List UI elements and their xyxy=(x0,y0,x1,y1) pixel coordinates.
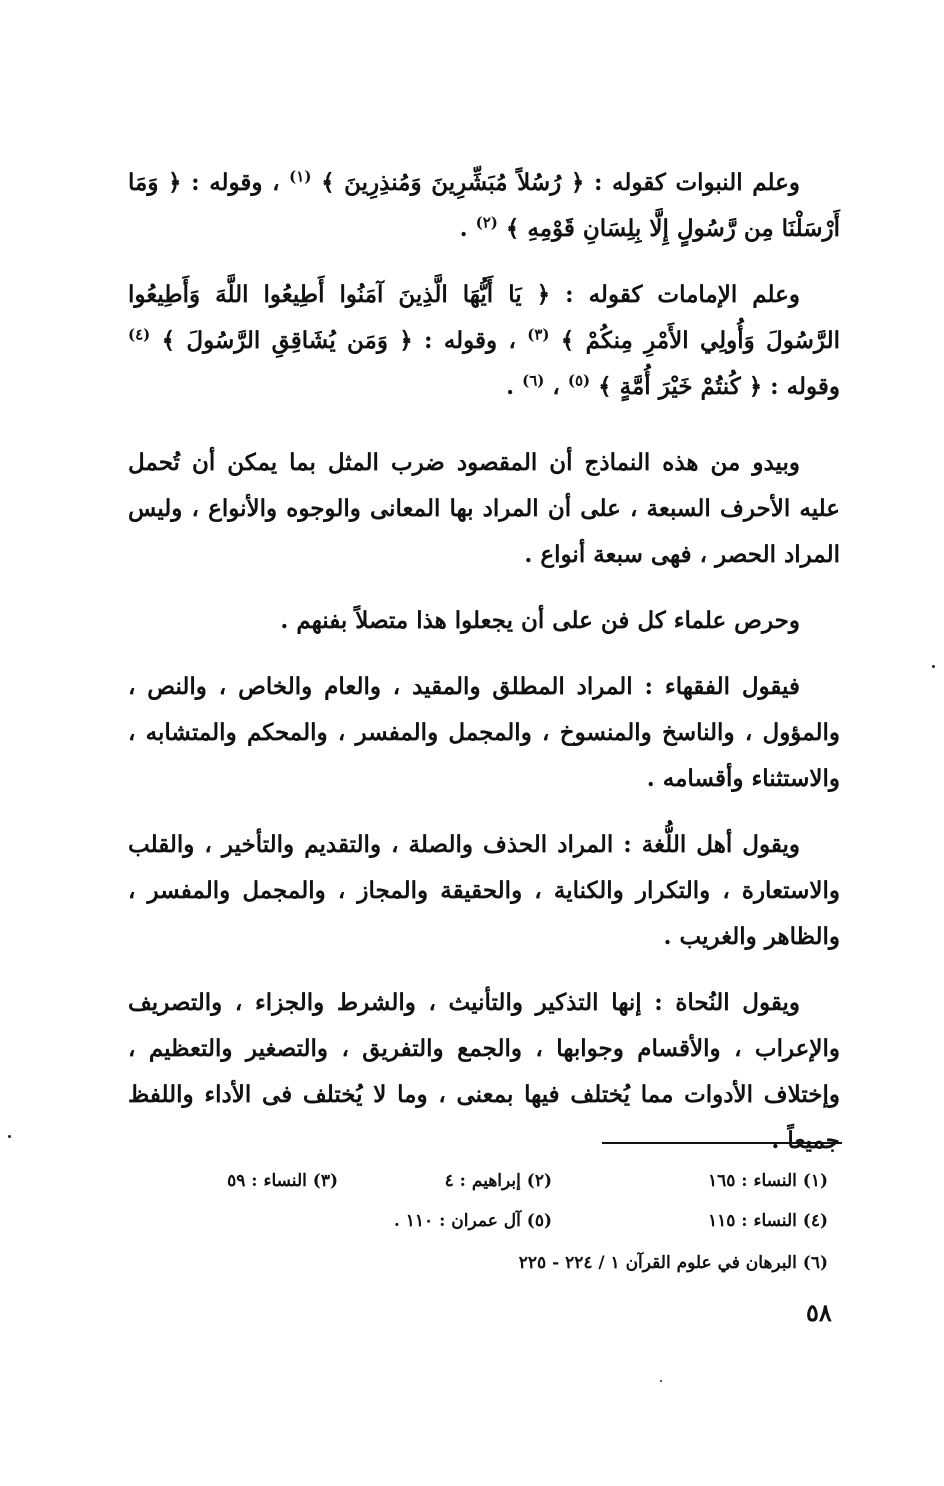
paragraph-grammarians: ويقول النُحاة : إنها التذكير والتأنيث ، والشرط والجزاء ، والتصريف والإعراب ، والأقسام وجوابها ، والجمع والتفريق ، والتصغير والتعظيم ، وإختلاف الأدوات مما يُختلف فيها بمعنى ، وما لا يُختلف فى الأداء واللفظ جميعاً . xyxy=(128,989,840,1154)
page-number: ٥٨ xyxy=(806,1298,832,1327)
paragraph-scholars: وحرص علماء كل فن على أن يجعلوا هذا متصلاً بفنهم . xyxy=(280,607,800,634)
footnote-ref-1: (١) xyxy=(289,167,312,186)
paragraph-jurists: فيقول الفقهاء : المراد المطلق والمقيد ، والعام والخاص ، والنص ، والمؤول ، والناسخ والمنسوخ ، والمجمل والمفسر ، والمحكم والمتشابه ، والاستثناء وأقسامه . xyxy=(128,673,840,792)
footnote-row xyxy=(128,1208,828,1234)
paragraph-models: وبيدو من هذه النماذج أن المقصود ضرب المثل بما يمكن أن تُحمل عليه الأحرف السبعة ، على أن المراد بها المعانى والوجوه والأنواع ، وليس المراد الحصر ، فهى سبعة أنواع . xyxy=(128,449,840,568)
paragraph-text: ، وقوله : ﴿ وَمَن يُشَاقِقِ الرَّسُولَ ﴾ xyxy=(161,327,516,354)
footnote-ref-2: (٢) xyxy=(475,213,498,232)
paragraph-text: وقوله : ﴿ كُنتُمْ خَيْرَ أُمَّةٍ ﴾ xyxy=(598,373,840,400)
footnote-ref-6: (٦) xyxy=(522,371,545,390)
scan-speck xyxy=(660,1380,662,1382)
footnote-4: (٤) النساء : ١١٥ xyxy=(707,1211,828,1231)
footnote-row xyxy=(128,1168,828,1194)
paragraph-linguists: ويقول أهل اللُّغة : المراد الحذف والصلة ، والتقديم والتأخير ، والقلب والاستعارة ، والتكرار والكناية ، والحقيقة والمجاز ، والمجمل والمفسر ، والظاهر والغريب . xyxy=(128,831,840,950)
scan-speck xyxy=(8,1135,11,1138)
paragraph-text: وعلم الإمامات كقوله : ﴿ يَا أَيُّهَا الَّذِينَ آمَنُوا أَطِيعُوا اللَّهَ وَأَطِيعُوا الرَّسُولَ وَأُولِي الأَمْرِ مِنكُمْ ﴾ xyxy=(128,281,841,354)
paragraph-prophecy: وعلم النبوات كقوله : ﴿ رُسُلاً مُبَشِّرِينَ وَمُنذِرِينَ ﴾ $^{(١)}$ ، وقوله : ﴿ وَمَا أَرْسَلْنَا مِن رَّسُولٍ إِلَّا بِلِسَانِ قَوْمِهِ ﴾ $^{(٢)}$ . xyxy=(128,167,840,242)
footnote-3: (٣) النساء : ٥٩ xyxy=(227,1171,338,1191)
footnote-1: (١) النساء : ١٦٥ xyxy=(707,1171,828,1191)
footnote-ref-5: (٥) xyxy=(567,371,591,390)
paragraph-imamate: وعلم الإمامات كقوله : ﴿ يَا أَيُّهَا الَّذِينَ آمَنُوا أَطِيعُوا اللَّهَ وَأَطِيعُوا الرَّسُولَ وَأُولِي الأَمْرِ مِنكُمْ ﴾ $^{(٣)}$ ، وقوله : ﴿ وَمَن يُشَاقِقِ الرَّسُولَ ﴾ $^{(٤)}$ وقوله : ﴿ كُنتُمْ خَيْرَ أُمَّةٍ ﴾ $^{(٥)}$ ، $^{(٦)}$ . xyxy=(128,281,841,400)
paragraph-text: ، وقوله : ﴿ وَمَا أَرْسَلْنَا مِن رَّسُولٍ إِلَّا بِلِسَانِ قَوْمِهِ ﴾ xyxy=(128,169,840,242)
footnote-ref-4: (٤) xyxy=(128,325,151,344)
footnote-6: (٦) البرهان في علوم القرآن ١ / ٢٢٤ - ٢٢٥ xyxy=(518,1253,828,1273)
footnote-2: (٢) إبراهيم : ٤ xyxy=(444,1171,552,1191)
paragraph-text: وعلم النبوات كقوله : ﴿ رُسُلاً مُبَشِّرِينَ وَمُنذِرِينَ ﴾ xyxy=(321,169,801,196)
scan-speck xyxy=(932,665,935,668)
footnote-row xyxy=(128,1250,828,1276)
footnote-ref-3: (٣) xyxy=(527,325,550,344)
separator: ، xyxy=(552,373,560,400)
footnote-separator xyxy=(602,1142,842,1144)
footnote-5: (٥) آل عمران : ١١٠ . xyxy=(393,1211,552,1231)
body-text xyxy=(128,160,840,1184)
